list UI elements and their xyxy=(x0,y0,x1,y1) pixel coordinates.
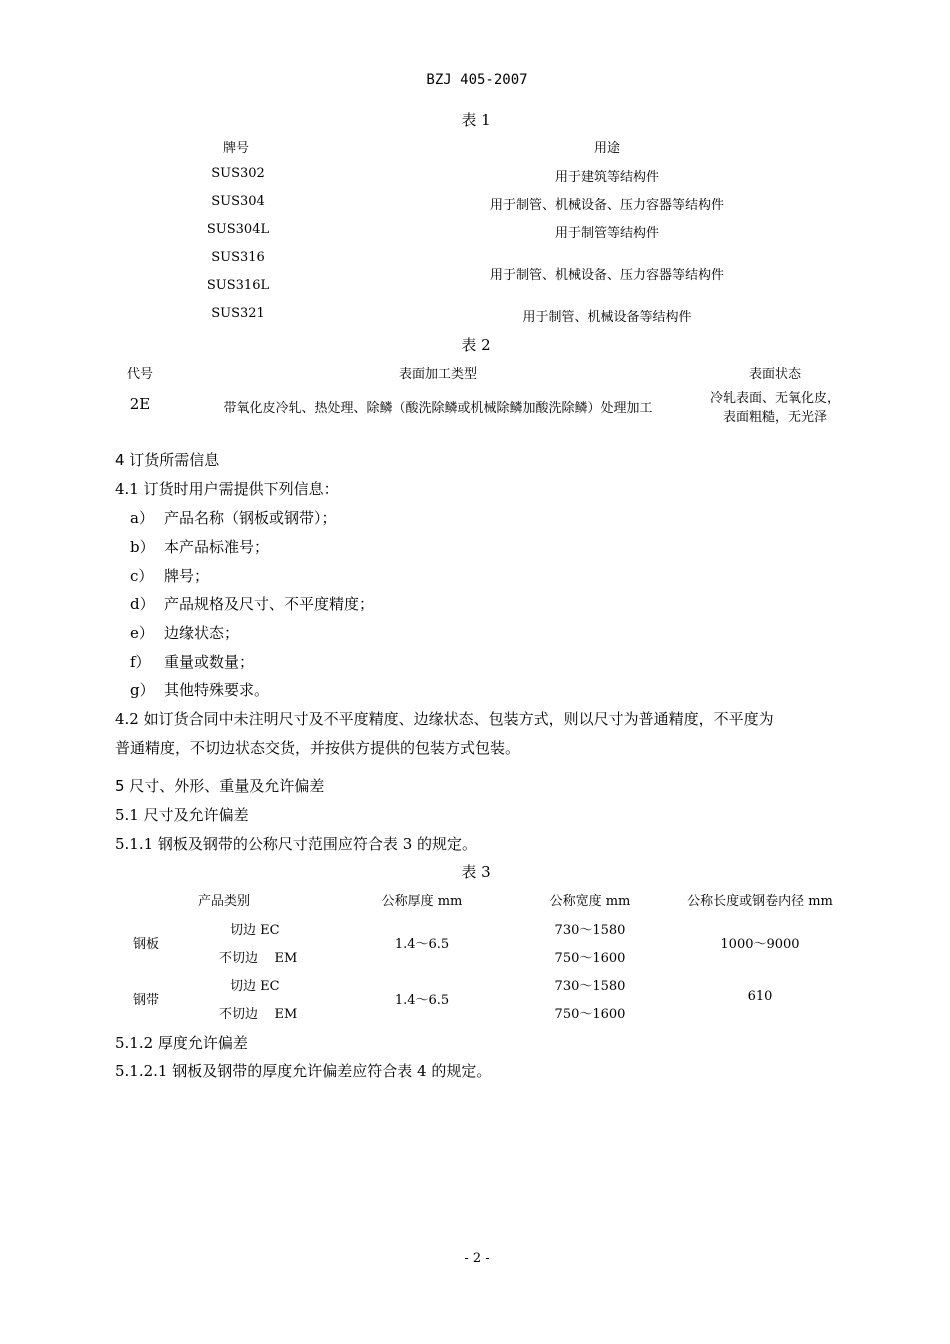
table3-product: 钢板 xyxy=(132,937,160,952)
section5-title: 5 尺寸、外形、重量及允许偏差 xyxy=(115,777,325,795)
table3-width: 750～1600 xyxy=(554,951,626,966)
clause-5-1-1: 5.1.1 钢板及钢带的公称尺寸范围应符合表 3 的规定。 xyxy=(115,835,478,853)
document-number: BZJ 405-2007 xyxy=(426,72,528,88)
list-item-text: 本产品标准号； xyxy=(164,538,270,556)
table3-thickness: 1.4～6.5 xyxy=(394,937,450,952)
table3-length: 610 xyxy=(747,989,773,1004)
table3-length: 1000～9000 xyxy=(720,937,800,952)
table3-caption: 表 3 xyxy=(461,863,491,881)
table1-caption: 表 1 xyxy=(461,111,491,129)
table3-product: 钢带 xyxy=(132,993,160,1008)
table1-header-use: 用途 xyxy=(593,141,621,156)
table1-grade: SUS302 xyxy=(211,166,265,181)
table1-grade: SUS316 xyxy=(211,250,265,265)
table1-grade: SUS316L xyxy=(206,278,270,293)
clause-5-1-2: 5.1.2 厚度允许偏差 xyxy=(115,1034,248,1052)
table3-width: 730～1580 xyxy=(554,979,626,994)
list-item-text: 产品规格及尺寸、不平度精度； xyxy=(164,595,375,613)
list-item-label: d） xyxy=(130,595,155,613)
table2-code: 2E xyxy=(129,395,151,413)
list-item-label: a） xyxy=(130,509,154,527)
list-item-text: 边缘状态； xyxy=(164,624,240,642)
list-item-label: e） xyxy=(130,624,154,642)
table1-use: 用于制管、机械设备等结构件 xyxy=(522,310,692,325)
table3-edge: 切边 EC xyxy=(230,923,280,938)
clause-5-1: 5.1 尺寸及允许偏差 xyxy=(115,806,249,824)
clause-4-2-line1: 4.2 如订货合同中未注明尺寸及不平度精度、边缘状态、包装方式，则以尺寸为普通精度，不平度为 xyxy=(115,710,774,728)
clause-4-1: 4.1 订货时用户需提供下列信息： xyxy=(115,480,339,498)
page-number: - 2 - xyxy=(464,1251,490,1266)
table3-header-thickness: 公称厚度 mm xyxy=(381,894,463,909)
table1-use: 用于建筑等结构件 xyxy=(554,170,660,185)
list-item-text: 其他特殊要求。 xyxy=(164,681,270,699)
table1-use: 用于制管等结构件 xyxy=(554,226,660,241)
table3-header-length: 公称长度或钢卷内径 mm xyxy=(687,894,833,909)
list-item-label: g） xyxy=(130,681,155,699)
list-item-text: 牌号； xyxy=(164,567,210,585)
list-item-text: 产品名称（钢板或钢带）； xyxy=(164,509,337,527)
clause-5-1-2-1: 5.1.2.1 钢板及钢带的厚度允许偏差应符合表 4 的规定。 xyxy=(115,1062,492,1080)
table2-state-line2: 表面粗糙，无光泽 xyxy=(722,410,828,425)
clause-4-2-line2: 普通精度，不切边状态交货，并按供方提供的包装方式包装。 xyxy=(115,739,521,757)
table2-header-code: 代号 xyxy=(126,367,154,382)
table2-state-line1: 冷轧表面、无氧化皮， xyxy=(709,391,841,406)
table3-header-product: 产品类别 xyxy=(197,894,251,909)
list-item-label: f） xyxy=(130,653,151,671)
table1-grade: SUS304L xyxy=(206,222,270,237)
table3-edge: 不切边 EM xyxy=(219,951,298,966)
table2-caption: 表 2 xyxy=(461,336,491,354)
table3-edge: 切边 EC xyxy=(230,979,280,994)
table3-edge: 不切边 EM xyxy=(219,1007,298,1022)
table2-header-state: 表面状态 xyxy=(748,367,802,382)
list-item-label: b） xyxy=(130,538,155,556)
table3-width: 730～1580 xyxy=(554,923,626,938)
table3-header-width: 公称宽度 mm xyxy=(549,894,631,909)
table1-use: 用于制管、机械设备、压力容器等结构件 xyxy=(489,268,725,283)
table3-width: 750～1600 xyxy=(554,1007,626,1022)
table1-grade: SUS304 xyxy=(211,194,265,209)
list-item-text: 重量或数量； xyxy=(164,653,255,671)
table2-type: 带氧化皮冷轧、热处理、除鳞（酸洗除鳞或机械除鳞加酸洗除鳞）处理加工 xyxy=(223,401,653,416)
table2-header-type: 表面加工类型 xyxy=(398,367,478,382)
list-item-label: c） xyxy=(130,567,154,585)
table1-use: 用于制管、机械设备、压力容器等结构件 xyxy=(489,198,725,213)
section4-title: 4 订货所需信息 xyxy=(115,451,220,469)
table1-header-grade: 牌号 xyxy=(222,141,250,156)
table1-grade: SUS321 xyxy=(211,306,265,321)
table3-thickness: 1.4～6.5 xyxy=(394,993,450,1008)
